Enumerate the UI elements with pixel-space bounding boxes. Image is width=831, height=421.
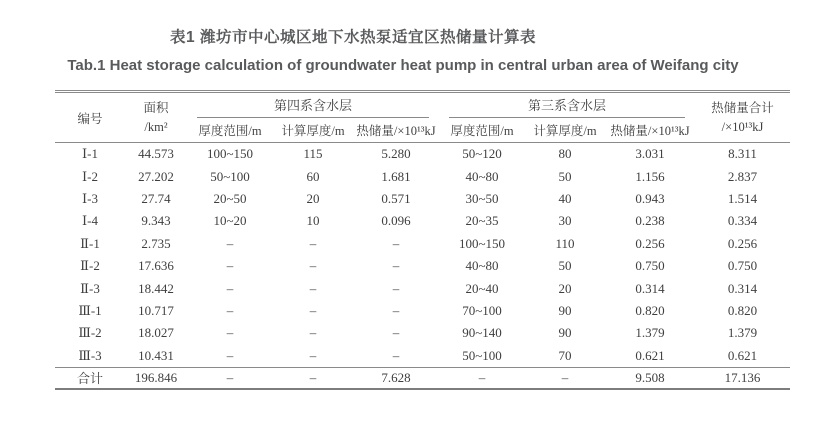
cell: 2.837 xyxy=(727,168,758,184)
cell: 0.096 xyxy=(381,213,411,229)
cell: 18.442 xyxy=(138,280,174,296)
cell: 40~80 xyxy=(465,168,499,184)
table-row xyxy=(55,233,790,255)
cell: Ⅱ-2 xyxy=(80,258,100,274)
cell: 0.820 xyxy=(635,302,665,318)
cell: 0.750 xyxy=(727,258,758,274)
header-area-line2: /km² xyxy=(144,119,168,134)
header-q4-heat-storage: 热储量/×10¹³kJ xyxy=(353,118,439,143)
cell: – xyxy=(309,325,317,341)
cell: – xyxy=(392,325,400,341)
cell: 115 xyxy=(303,146,323,162)
cell: 0.256 xyxy=(727,235,758,251)
cell: 50 xyxy=(558,258,572,274)
cell: 0.820 xyxy=(727,302,758,318)
cell: – xyxy=(226,325,234,341)
heat-storage-table xyxy=(55,90,790,390)
cell: 8.311 xyxy=(728,146,757,162)
cell: 80 xyxy=(558,146,572,162)
cell: 60 xyxy=(306,168,320,184)
header-row-groups xyxy=(55,92,790,119)
cell: 合计 xyxy=(55,367,125,389)
cell: Ⅰ-4 xyxy=(82,213,98,229)
cell: 0.621 xyxy=(635,347,665,363)
header-q4-thickness-range: 厚度范围/m xyxy=(187,118,273,143)
cell: 10 xyxy=(306,213,320,229)
cell: – xyxy=(226,302,234,318)
table-row xyxy=(55,300,790,322)
table-row xyxy=(55,165,790,187)
header-group-quaternary-label: 第四系含水层 xyxy=(197,93,429,118)
cell: Ⅲ-1 xyxy=(78,302,102,318)
cell: – xyxy=(226,347,234,363)
cell: – xyxy=(309,258,317,274)
cell: – xyxy=(187,367,273,389)
cell: 0.334 xyxy=(727,213,758,229)
cell: 0.571 xyxy=(381,190,411,206)
cell: Ⅲ-3 xyxy=(78,347,102,363)
cell: 0.750 xyxy=(635,258,665,274)
cell: 9.343 xyxy=(141,213,171,229)
table-body xyxy=(55,143,790,389)
cell: 0.314 xyxy=(635,280,665,296)
cell: 110 xyxy=(555,235,575,251)
cell: 1.379 xyxy=(727,325,758,341)
header-n3-thickness-range: 厚度范围/m xyxy=(439,118,525,143)
table-row xyxy=(55,143,790,166)
cell: 20 xyxy=(306,190,320,206)
cell: 1.514 xyxy=(727,190,758,206)
cell: Ⅰ-3 xyxy=(82,190,98,206)
table-title-chinese: 表1 潍坊市中心城区地下水热泵适宜区热储量计算表 xyxy=(170,29,536,46)
header-total-line2: /×10¹³kJ xyxy=(721,119,764,134)
cell: 0.238 xyxy=(635,213,665,229)
cell: – xyxy=(392,235,400,251)
heat-storage-table-wrapper xyxy=(55,90,790,390)
cell: Ⅲ-2 xyxy=(78,325,102,341)
cell: 196.846 xyxy=(125,367,187,389)
cell: – xyxy=(309,302,317,318)
cell: – xyxy=(226,235,234,251)
cell: 90~140 xyxy=(462,325,502,341)
cell: 0.314 xyxy=(727,280,758,296)
cell: 30 xyxy=(558,213,572,229)
cell: 7.628 xyxy=(353,367,439,389)
table-row xyxy=(55,210,790,232)
cell: 90 xyxy=(558,302,572,318)
table-row xyxy=(55,255,790,277)
cell: – xyxy=(309,347,317,363)
cell: 30~50 xyxy=(465,190,499,206)
table-row xyxy=(55,322,790,344)
cell: – xyxy=(392,302,400,318)
header-n3-heat-storage: 热储量/×10¹³kJ xyxy=(605,118,695,143)
cell: 50~100 xyxy=(210,168,250,184)
cell: 20~35 xyxy=(465,213,499,229)
table-row xyxy=(55,345,790,368)
header-group-quaternary-aquifer xyxy=(187,92,439,119)
header-group-tertiary-label: 第三系含水层 xyxy=(449,93,685,118)
cell: 70 xyxy=(558,347,572,363)
cell: 9.508 xyxy=(605,367,695,389)
table-row xyxy=(55,188,790,210)
cell: 100~150 xyxy=(458,235,506,251)
cell: 0.256 xyxy=(635,235,665,251)
cell: 17.636 xyxy=(138,258,174,274)
cell: 50~120 xyxy=(462,146,502,162)
cell: 20 xyxy=(558,280,572,296)
cell: 5.280 xyxy=(381,146,411,162)
cell: – xyxy=(392,347,400,363)
header-area xyxy=(125,92,187,143)
cell: 2.735 xyxy=(141,235,171,251)
cell: 0.943 xyxy=(635,190,665,206)
total-row xyxy=(55,367,790,389)
cell: 18.027 xyxy=(138,325,174,341)
cell: 20~40 xyxy=(465,280,499,296)
cell: – xyxy=(226,280,234,296)
header-q4-calc-thickness: 计算厚度/m xyxy=(273,118,353,143)
cell: – xyxy=(309,235,317,251)
header-total-heat-storage xyxy=(695,92,790,143)
cell: 70~100 xyxy=(462,302,502,318)
header-group-tertiary-aquifer xyxy=(439,92,695,119)
cell: 50~100 xyxy=(462,347,502,363)
cell: 90 xyxy=(558,325,572,341)
header-total-line1: 热储量合计 xyxy=(711,101,774,116)
cell: – xyxy=(309,280,317,296)
cell: – xyxy=(525,367,605,389)
cell: 40 xyxy=(558,190,572,206)
cell: – xyxy=(392,280,400,296)
cell: 20~50 xyxy=(213,190,247,206)
cell: – xyxy=(392,258,400,274)
cell: – xyxy=(226,258,234,274)
cell: Ⅰ-2 xyxy=(82,168,98,184)
cell: 0.621 xyxy=(727,347,758,363)
cell: 3.031 xyxy=(635,146,665,162)
cell: 17.136 xyxy=(695,367,790,389)
header-n3-calc-thickness: 计算厚度/m xyxy=(525,118,605,143)
table-row xyxy=(55,277,790,299)
header-area-line1: 面积 xyxy=(143,101,169,116)
header-id: 编号 xyxy=(55,92,125,143)
cell: 100~150 xyxy=(206,146,254,162)
cell: 27.74 xyxy=(141,190,171,206)
cell: Ⅱ-3 xyxy=(80,280,100,296)
cell: 50 xyxy=(558,168,572,184)
cell: – xyxy=(439,367,525,389)
cell: 1.379 xyxy=(635,325,665,341)
cell: – xyxy=(273,367,353,389)
cell: 10~20 xyxy=(213,213,247,229)
cell: 1.156 xyxy=(635,168,665,184)
cell: 1.681 xyxy=(381,168,411,184)
table-header xyxy=(55,92,790,143)
cell: Ⅱ-1 xyxy=(80,235,100,251)
table-title-english: Tab.1 Heat storage calculation of groundwater heat pump in central urban area of Weifang city xyxy=(67,57,739,74)
cell: 27.202 xyxy=(138,168,174,184)
cell: 40~80 xyxy=(465,258,499,274)
cell: Ⅰ-1 xyxy=(82,146,98,162)
cell: 44.573 xyxy=(138,146,174,162)
cell: 10.431 xyxy=(138,347,174,363)
cell: 10.717 xyxy=(138,302,174,318)
